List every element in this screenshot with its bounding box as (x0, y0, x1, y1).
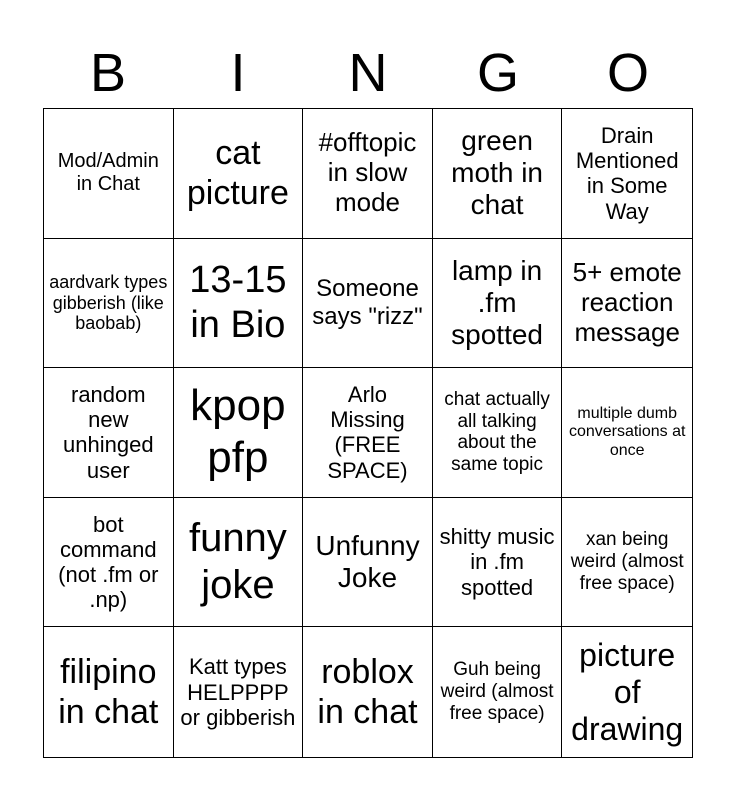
bingo-cell-b5[interactable]: filipino in chat (44, 627, 174, 757)
header-letter-b: B (89, 43, 127, 103)
bingo-cell-o1[interactable]: Drain Mentioned in Some Way (562, 109, 692, 239)
bingo-cell-i3[interactable]: kpop pfp (174, 368, 304, 498)
bingo-cell-n3[interactable]: Arlo Missing (FREE SPACE) (303, 368, 433, 498)
bingo-cell-g1[interactable]: green moth in chat (433, 109, 563, 239)
bingo-cell-o2[interactable]: 5+ emote reaction message (562, 239, 692, 369)
bingo-cell-i2[interactable]: 13-15 in Bio (174, 239, 304, 369)
bingo-cell-o5[interactable]: picture of drawing (571, 637, 684, 747)
bingo-cell-n1[interactable]: #offtopic in slow mode (303, 109, 433, 239)
bingo-cell-b3[interactable]: random new unhinged user (44, 368, 174, 498)
bingo-cell-i4[interactable]: funny joke (174, 498, 304, 628)
bingo-cell-g3[interactable]: chat actually all talking about the same topic (433, 368, 563, 498)
bingo-cell-b2[interactable]: aardvark types gibberish (like baobab) (44, 239, 174, 369)
header-letter-o: O (606, 43, 649, 103)
bingo-header (43, 40, 693, 106)
bingo-cell-i1[interactable]: cat picture (174, 109, 304, 239)
bingo-cell-b4[interactable]: bot command (not .fm or .np) (44, 498, 174, 628)
bingo-board (43, 108, 693, 758)
bingo-cell-g2[interactable]: lamp in .fm spotted (433, 239, 563, 369)
bingo-cell-n5[interactable]: roblox in chat (303, 627, 433, 757)
header-letter-g: G (476, 43, 519, 103)
bingo-cell-o3[interactable]: multiple dumb conversations at once (562, 368, 692, 498)
header-letter-n: N (348, 43, 388, 103)
bingo-cell-o4[interactable]: xan being weird (almost free space) (562, 498, 692, 628)
bingo-cell-i5[interactable]: Katt types HELPPPP or gibberish (174, 627, 304, 757)
bingo-cell-g4[interactable]: shitty music in .fm spotted (433, 498, 563, 628)
bingo-cell-b1[interactable]: Mod/Admin in Chat (44, 109, 174, 239)
bingo-cell-g5[interactable]: Guh being weird (almost free space) (433, 627, 563, 757)
header-letter-i: I (230, 43, 246, 103)
bingo-cell-n4[interactable]: Unfunny Joke (303, 498, 433, 628)
bingo-cell-n2[interactable]: Someone says "rizz" (303, 239, 433, 369)
